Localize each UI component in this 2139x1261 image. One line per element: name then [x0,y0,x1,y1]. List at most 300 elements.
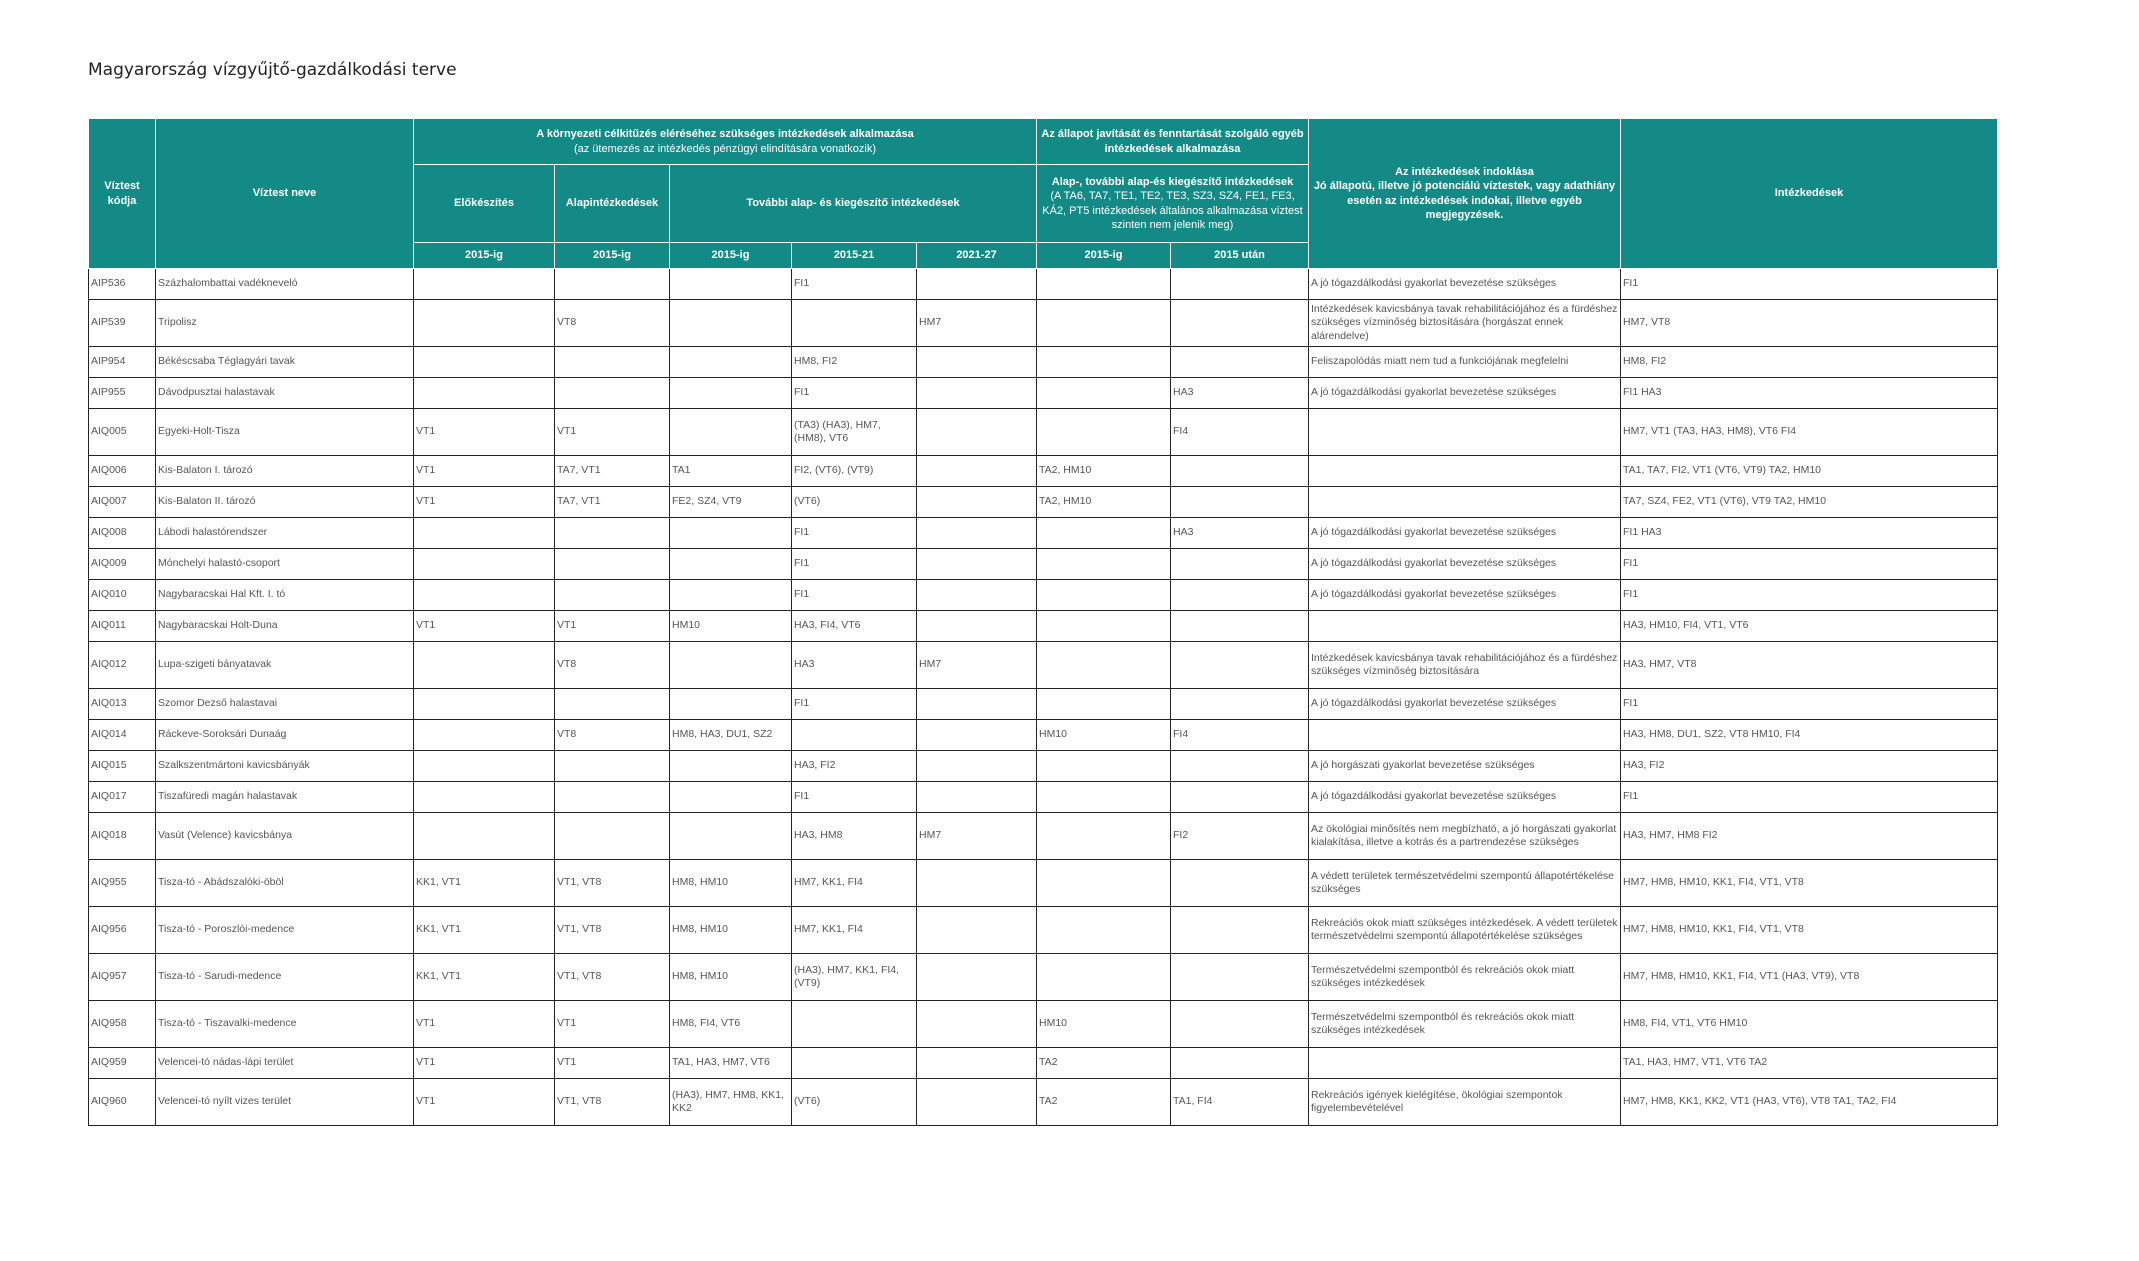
cell-name: Békéscsaba Téglagyári tavak [156,347,414,378]
cell-justification: A jó tógazdálkodási gyakorlat bevezetése szükséges [1309,518,1621,549]
cell-prep-2015 [414,347,555,378]
cell-further-2021-27 [917,782,1037,813]
header-period: 2021-27 [917,243,1037,269]
cell-measures: FI1 HA3 [1621,518,1998,549]
cell-further-2015 [670,518,792,549]
header-group1-title: A környezeti célkitűzés eléréséhez szükséges intézkedések alkalmazása [536,128,914,141]
cell-code: AIQ960 [89,1079,156,1126]
cell-name: Szalkszentmártoni kavicsbányák [156,751,414,782]
cell-prep-2015 [414,580,555,611]
cell-code: AIP539 [89,300,156,347]
cell-other-2015 [1037,954,1171,1001]
header-period: 2015-ig [670,243,792,269]
table-body [89,269,1998,1126]
cell-further-2015: HM8, HM10 [670,954,792,1001]
header-group2-sub [1037,165,1309,243]
cell-other-2015 [1037,782,1171,813]
cell-other-2015 [1037,300,1171,347]
cell-basic-2015: VT1 [555,409,670,456]
cell-measures: TA1, HA3, HM7, VT1, VT6 TA2 [1621,1048,1998,1079]
cell-other-2015 [1037,409,1171,456]
cell-code: AIQ957 [89,954,156,1001]
cell-justification: A jó tógazdálkodási gyakorlat bevezetése szükséges [1309,269,1621,300]
cell-justification [1309,611,1621,642]
header-period: 2015 után [1171,243,1309,269]
cell-prep-2015 [414,720,555,751]
cell-other-after-2015 [1171,549,1309,580]
cell-further-2015-21: HA3, FI2 [792,751,917,782]
cell-other-2015 [1037,347,1171,378]
cell-prep-2015: VT1 [414,487,555,518]
cell-further-2015-21: FI1 [792,580,917,611]
cell-measures: HM7, HM8, HM10, KK1, FI4, VT1 (HA3, VT9), VT8 [1621,954,1998,1001]
cell-other-2015: HM10 [1037,720,1171,751]
table-row [89,813,1998,860]
cell-other-after-2015: TA1, FI4 [1171,1079,1309,1126]
cell-basic-2015: VT1, VT8 [555,954,670,1001]
cell-measures: HM7, HM8, HM10, KK1, FI4, VT1, VT8 [1621,860,1998,907]
cell-other-2015 [1037,611,1171,642]
cell-name: Kis-Balaton I. tározó [156,456,414,487]
cell-other-after-2015 [1171,269,1309,300]
cell-other-2015: HM10 [1037,1001,1171,1048]
cell-further-2015 [670,580,792,611]
cell-further-2015-21: HA3 [792,642,917,689]
cell-measures: FI1 [1621,580,1998,611]
cell-prep-2015 [414,378,555,409]
cell-prep-2015 [414,689,555,720]
cell-further-2021-27: HM7 [917,642,1037,689]
cell-prep-2015: VT1 [414,409,555,456]
cell-prep-2015: KK1, VT1 [414,954,555,1001]
table-row [89,1048,1998,1079]
table-row [89,269,1998,300]
table-row [89,347,1998,378]
cell-further-2015-21: HM8, FI2 [792,347,917,378]
cell-further-2015 [670,689,792,720]
cell-other-2015 [1037,642,1171,689]
cell-basic-2015 [555,689,670,720]
cell-measures: HM7, HM8, HM10, KK1, FI4, VT1, VT8 [1621,907,1998,954]
cell-further-2015-21: (VT6) [792,487,917,518]
cell-name: Tripolisz [156,300,414,347]
cell-further-2015-21: FI1 [792,378,917,409]
cell-other-after-2015: FI4 [1171,720,1309,751]
table-row [89,378,1998,409]
cell-prep-2015 [414,549,555,580]
table-row [89,456,1998,487]
cell-other-2015 [1037,378,1171,409]
cell-other-2015 [1037,689,1171,720]
cell-further-2021-27 [917,269,1037,300]
header-measures: Intézkedések [1621,119,1998,269]
cell-justification [1309,720,1621,751]
header-name: Víztest neve [156,119,414,269]
cell-further-2015 [670,269,792,300]
cell-further-2015-21: FI1 [792,689,917,720]
cell-prep-2015: VT1 [414,1001,555,1048]
cell-justification: A jó tógazdálkodási gyakorlat bevezetése szükséges [1309,378,1621,409]
cell-justification: Rekreációs okok miatt szükséges intézkedések. A védett területek természetvédelmi szempontú állapotértékelése szükséges [1309,907,1621,954]
cell-further-2015-21: HM7, KK1, FI4 [792,860,917,907]
cell-justification: A jó tógazdálkodási gyakorlat bevezetése szükséges [1309,580,1621,611]
cell-other-2015: TA2, HM10 [1037,487,1171,518]
cell-prep-2015: VT1 [414,611,555,642]
cell-further-2015-21 [792,720,917,751]
table-row [89,611,1998,642]
cell-other-after-2015: HA3 [1171,518,1309,549]
table-row [89,1079,1998,1126]
cell-other-2015: TA2 [1037,1048,1171,1079]
cell-measures: FI1 [1621,549,1998,580]
cell-further-2021-27 [917,860,1037,907]
cell-further-2021-27 [917,580,1037,611]
cell-other-after-2015 [1171,1048,1309,1079]
cell-further-2015 [670,347,792,378]
cell-prep-2015 [414,269,555,300]
cell-measures: HA3, HM10, FI4, VT1, VT6 [1621,611,1998,642]
cell-name: Vasút (Velence) kavicsbánya [156,813,414,860]
cell-name: Százhalombattai vadékneveló [156,269,414,300]
table-row [89,907,1998,954]
document-title: Magyarország vízgyűjtő-gazdálkodási terve [88,60,457,80]
cell-further-2021-27: HM7 [917,300,1037,347]
cell-justification: A jó horgászati gyakorlat bevezetése szükséges [1309,751,1621,782]
cell-further-2021-27 [917,347,1037,378]
cell-prep-2015 [414,782,555,813]
cell-basic-2015 [555,813,670,860]
cell-code: AIQ008 [89,518,156,549]
cell-prep-2015 [414,751,555,782]
cell-basic-2015: VT1 [555,1048,670,1079]
cell-other-after-2015 [1171,642,1309,689]
cell-name: Szomor Dezső halastavai [156,689,414,720]
cell-prep-2015 [414,813,555,860]
cell-measures: TA7, SZ4, FE2, VT1 (VT6), VT9 TA2, HM10 [1621,487,1998,518]
cell-name: Mónchelyi halastó-csoport [156,549,414,580]
cell-other-2015 [1037,549,1171,580]
cell-measures: TA1, TA7, FI2, VT1 (VT6, VT9) TA2, HM10 [1621,456,1998,487]
cell-justification: A jó tógazdálkodási gyakorlat bevezetése szükséges [1309,782,1621,813]
cell-code: AIQ015 [89,751,156,782]
cell-other-2015: TA2 [1037,1079,1171,1126]
cell-basic-2015: VT8 [555,642,670,689]
cell-other-2015 [1037,751,1171,782]
cell-further-2015: HM8, HM10 [670,860,792,907]
cell-justification: Feliszapolódás miatt nem tud a funkciójának megfelelni [1309,347,1621,378]
cell-further-2015-21: HM7, KK1, FI4 [792,907,917,954]
cell-basic-2015: VT1, VT8 [555,1079,670,1126]
cell-prep-2015 [414,300,555,347]
cell-justification: Az ökológiai minősítés nem megbízható, a jó horgászati gyakorlat kialakítása, illetve a kotrás és a partrendezése szükséges [1309,813,1621,860]
header-justification [1309,119,1621,269]
cell-further-2015: HM8, FI4, VT6 [670,1001,792,1048]
cell-measures: FI1 [1621,782,1998,813]
cell-further-2015 [670,549,792,580]
cell-name: Egyeki-Holt-Tisza [156,409,414,456]
cell-further-2015 [670,751,792,782]
cell-basic-2015: VT1 [555,1001,670,1048]
cell-basic-2015 [555,782,670,813]
cell-other-after-2015 [1171,611,1309,642]
cell-further-2021-27 [917,907,1037,954]
cell-further-2015-21: HA3, FI4, VT6 [792,611,917,642]
header-justification-subtitle: Jó állapotú, illetve jó potenciálú víztestek, vagy adathiány esetén az intézkedések indokai, illetve egyéb megjegyzések. [1313,180,1616,221]
cell-further-2015 [670,378,792,409]
cell-other-2015 [1037,860,1171,907]
cell-further-2015 [670,813,792,860]
cell-further-2015: FE2, SZ4, VT9 [670,487,792,518]
cell-other-after-2015 [1171,300,1309,347]
cell-basic-2015: VT1, VT8 [555,860,670,907]
cell-code: AIQ012 [89,642,156,689]
cell-basic-2015: VT8 [555,720,670,751]
table-row [89,409,1998,456]
cell-other-after-2015 [1171,487,1309,518]
cell-other-after-2015 [1171,782,1309,813]
cell-further-2015-21 [792,1048,917,1079]
cell-other-after-2015: HA3 [1171,378,1309,409]
cell-name: Tisza-tó - Sarudi-medence [156,954,414,1001]
cell-further-2015-21: (VT6) [792,1079,917,1126]
cell-further-2021-27 [917,549,1037,580]
table-row [89,487,1998,518]
table-row [89,720,1998,751]
header-group2-sub-note: (A TA6, TA7, TE1, TE2, TE3, SZ3, SZ4, FE1, FE3, KÁ2, PT5 intézkedések általános alkalmazása víztest szinten nem jelenik meg) [1042,190,1303,231]
cell-further-2021-27 [917,1048,1037,1079]
cell-measures: FI1 [1621,269,1998,300]
cell-other-after-2015 [1171,1001,1309,1048]
header-further: További alap- és kiegészítő intézkedések [670,165,1037,243]
cell-justification: Természetvédelmi szempontból és rekreációs okok miatt szükséges intézkedések [1309,1001,1621,1048]
cell-further-2021-27 [917,720,1037,751]
cell-other-after-2015 [1171,347,1309,378]
cell-measures: HA3, HM8, DU1, SZ2, VT8 HM10, FI4 [1621,720,1998,751]
cell-basic-2015 [555,549,670,580]
cell-prep-2015: KK1, VT1 [414,860,555,907]
cell-justification: Intézkedések kavicsbánya tavak rehabilitációjához és a fürdéshez szükséges vízminőség biztosítására [1309,642,1621,689]
table-row [89,580,1998,611]
cell-code: AIQ018 [89,813,156,860]
cell-basic-2015: TA7, VT1 [555,487,670,518]
cell-prep-2015: VT1 [414,1048,555,1079]
cell-other-after-2015 [1171,580,1309,611]
cell-measures: HM8, FI2 [1621,347,1998,378]
cell-other-after-2015: FI2 [1171,813,1309,860]
cell-further-2015 [670,300,792,347]
cell-further-2015-21: HA3, HM8 [792,813,917,860]
cell-code: AIQ011 [89,611,156,642]
header-period: 2015-ig [1037,243,1171,269]
cell-justification: A jó tógazdálkodási gyakorlat bevezetése szükséges [1309,689,1621,720]
cell-other-2015 [1037,813,1171,860]
cell-other-2015 [1037,907,1171,954]
cell-measures: FI1 [1621,689,1998,720]
cell-basic-2015 [555,518,670,549]
cell-code: AIQ017 [89,782,156,813]
cell-other-after-2015 [1171,689,1309,720]
cell-code: AIQ010 [89,580,156,611]
cell-justification [1309,456,1621,487]
header-group2: Az állapot javítását és fenntartását szolgáló egyéb intézkedések alkalmazása [1037,119,1309,165]
cell-further-2015-21: (HA3), HM7, KK1, FI4, (VT9) [792,954,917,1001]
header-group1 [414,119,1037,165]
cell-name: Tisza-tó - Abádszalóki-öböl [156,860,414,907]
cell-further-2015-21: FI1 [792,269,917,300]
cell-basic-2015: VT1 [555,611,670,642]
cell-further-2015-21: FI1 [792,782,917,813]
cell-further-2021-27 [917,378,1037,409]
cell-justification [1309,1048,1621,1079]
header-group2-sub-title: Alap-, további alap-és kiegészítő intézkedések [1051,175,1294,188]
cell-measures: HM7, HM8, KK1, KK2, VT1 (HA3, VT6), VT8 TA1, TA2, FI4 [1621,1079,1998,1126]
cell-further-2015-21: FI1 [792,518,917,549]
cell-justification: A védett területek természetvédelmi szempontú állapotértékelése szükséges [1309,860,1621,907]
cell-further-2021-27 [917,689,1037,720]
cell-further-2021-27 [917,518,1037,549]
cell-other-after-2015 [1171,456,1309,487]
cell-code: AIP955 [89,378,156,409]
cell-name: Nagybaracskai Hal Kft. I. tó [156,580,414,611]
cell-justification: Intézkedések kavicsbánya tavak rehabilitációjához és a fürdéshez szükséges vízminőség biztosítására (horgászat ennek alárendelve) [1309,300,1621,347]
table-row [89,954,1998,1001]
cell-other-2015: TA2, HM10 [1037,456,1171,487]
cell-name: Lábodi halastórendszer [156,518,414,549]
cell-name: Dávodpusztai halastavak [156,378,414,409]
cell-justification: Rekreációs igények kielégítése, ökológiai szempontok figyelembevételével [1309,1079,1621,1126]
table-row [89,300,1998,347]
cell-measures: HM7, VT1 (TA3, HA3, HM8), VT6 FI4 [1621,409,1998,456]
cell-further-2015 [670,782,792,813]
cell-basic-2015: VT8 [555,300,670,347]
cell-prep-2015 [414,518,555,549]
table-row [89,642,1998,689]
cell-measures: HA3, HM7, HM8 FI2 [1621,813,1998,860]
cell-other-after-2015: FI4 [1171,409,1309,456]
table-header [89,119,1998,269]
cell-further-2021-27 [917,456,1037,487]
cell-other-after-2015 [1171,751,1309,782]
cell-name: Velencei-tó nádas-lápi terület [156,1048,414,1079]
cell-basic-2015 [555,269,670,300]
cell-name: Lupa-szigeti bányatavak [156,642,414,689]
table-row [89,751,1998,782]
cell-basic-2015 [555,751,670,782]
cell-name: Kis-Balaton II. tározó [156,487,414,518]
cell-name: Nagybaracskai Holt-Duna [156,611,414,642]
cell-other-after-2015 [1171,954,1309,1001]
cell-name: Tisza-tó - Poroszlói-medence [156,907,414,954]
cell-code: AIQ013 [89,689,156,720]
header-prep: Előkészítés [414,165,555,243]
cell-other-after-2015 [1171,860,1309,907]
cell-code: AIQ955 [89,860,156,907]
cell-name: Ráckeve-Soroksári Dunaág [156,720,414,751]
cell-name: Velencei-tó nyílt vizes terület [156,1079,414,1126]
header-basic: Alapintézkedések [555,165,670,243]
cell-code: AIQ956 [89,907,156,954]
cell-code: AIQ007 [89,487,156,518]
cell-prep-2015: VT1 [414,1079,555,1126]
cell-further-2021-27: HM7 [917,813,1037,860]
cell-further-2015: TA1 [670,456,792,487]
table-row [89,689,1998,720]
cell-code: AIQ959 [89,1048,156,1079]
header-period: 2015-21 [792,243,917,269]
cell-further-2015: HM10 [670,611,792,642]
cell-further-2021-27 [917,751,1037,782]
cell-other-2015 [1037,580,1171,611]
cell-basic-2015: TA7, VT1 [555,456,670,487]
cell-basic-2015: VT1, VT8 [555,907,670,954]
cell-other-after-2015 [1171,907,1309,954]
cell-code: AIQ009 [89,549,156,580]
cell-measures: FI1 HA3 [1621,378,1998,409]
cell-measures: HA3, HM7, VT8 [1621,642,1998,689]
header-justification-title: Az intézkedések indoklása [1395,165,1534,178]
cell-justification [1309,409,1621,456]
cell-basic-2015 [555,347,670,378]
cell-code: AIP536 [89,269,156,300]
cell-further-2015: TA1, HA3, HM7, VT6 [670,1048,792,1079]
cell-further-2015: HM8, HM10 [670,907,792,954]
cell-further-2015-21 [792,300,917,347]
cell-measures: HM7, VT8 [1621,300,1998,347]
cell-name: Tiszafüredi magán halastavak [156,782,414,813]
table-row [89,860,1998,907]
table-row [89,782,1998,813]
cell-prep-2015: KK1, VT1 [414,907,555,954]
cell-further-2015-21 [792,1001,917,1048]
cell-further-2021-27 [917,1001,1037,1048]
header-group1-subtitle: (az ütemezés az intézkedés pénzügyi elindítására vonatkozik) [573,142,877,155]
cell-code: AIQ005 [89,409,156,456]
cell-code: AIQ958 [89,1001,156,1048]
cell-further-2015: HM8, HA3, DU1, SZ2 [670,720,792,751]
header-code: Víztest kódja [89,119,156,269]
cell-further-2015-21: FI1 [792,549,917,580]
cell-further-2021-27 [917,487,1037,518]
cell-basic-2015 [555,580,670,611]
cell-name: Tisza-tó - Tiszavalki-medence [156,1001,414,1048]
cell-code: AIQ006 [89,456,156,487]
cell-measures: HM8, FI4, VT1, VT6 HM10 [1621,1001,1998,1048]
cell-justification: Természetvédelmi szempontból és rekreációs okok miatt szükséges intézkedések [1309,954,1621,1001]
cell-measures: HA3, FI2 [1621,751,1998,782]
cell-other-2015 [1037,518,1171,549]
table-row [89,1001,1998,1048]
table-row [89,518,1998,549]
cell-justification [1309,487,1621,518]
cell-prep-2015: VT1 [414,456,555,487]
cell-further-2021-27 [917,409,1037,456]
table-row [89,549,1998,580]
cell-other-2015 [1037,269,1171,300]
measures-table [88,118,1998,1126]
cell-further-2021-27 [917,1079,1037,1126]
cell-further-2015: (HA3), HM7, HM8, KK1, KK2 [670,1079,792,1126]
cell-justification: A jó tógazdálkodási gyakorlat bevezetése szükséges [1309,549,1621,580]
cell-further-2021-27 [917,611,1037,642]
cell-further-2021-27 [917,954,1037,1001]
cell-code: AIQ014 [89,720,156,751]
header-period: 2015-ig [555,243,670,269]
cell-code: AIP954 [89,347,156,378]
header-period: 2015-ig [414,243,555,269]
cell-further-2015 [670,642,792,689]
cell-further-2015-21: (TA3) (HA3), HM7, (HM8), VT6 [792,409,917,456]
cell-further-2015-21: FI2, (VT6), (VT9) [792,456,917,487]
